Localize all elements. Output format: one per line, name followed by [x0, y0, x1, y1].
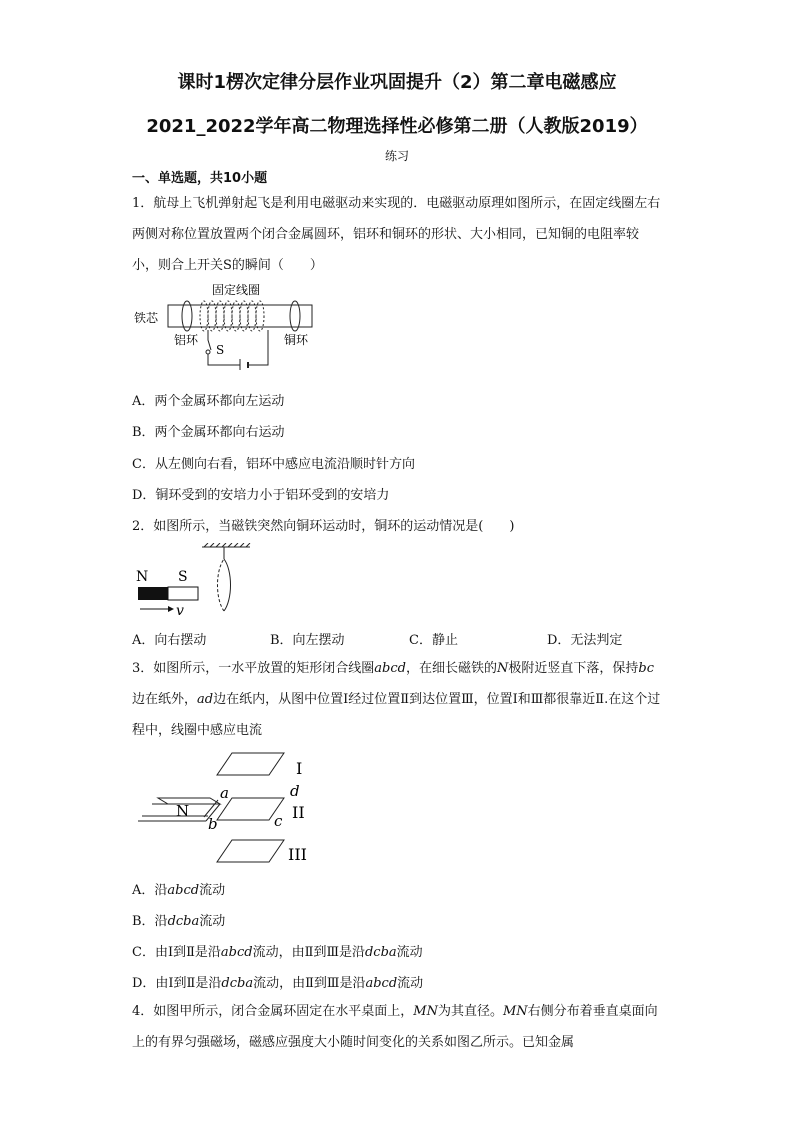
coil-position-1 [217, 753, 284, 775]
section-heading: 一、单选题，共10小题 [132, 171, 268, 186]
copper-ring-back [217, 559, 224, 611]
magnet-south-half [168, 587, 198, 600]
question-3-text: 3．如图所示，一水平放置的矩形闭合线圈abcd，在细长磁铁的N极附近竖直下落，保持bc边在纸外，ad边在纸内，从图中位置Ⅰ经过位置Ⅱ到达位置Ⅲ，位置Ⅰ和Ⅲ都很靠近Ⅱ.在这个过程中，线圈中感应电流 [132, 661, 661, 738]
q2-option-c[interactable]: C．静止 [409, 633, 458, 648]
page-title-line2: 2021_2022学年高二物理选择性必修第二册（人教版2019） [146, 116, 648, 137]
label-a: a [220, 784, 229, 802]
q3-option-d[interactable]: D．由Ⅰ到Ⅱ是沿dcba流动，由Ⅱ到Ⅲ是沿abcd流动 [132, 976, 424, 991]
question-4-text: 4．如图甲所示，闭合金属环固定在水平桌面上，MN为其直径。MN右侧分布着垂直桌面向上的有界匀强磁场，磁感应强度大小随时间变化的关系如图乙所示。已知金属 [132, 1004, 658, 1050]
q2-options-row [132, 629, 622, 648]
switch-contact [206, 350, 210, 354]
fig1-label-al: 铝环 [174, 333, 199, 347]
q2-option-a[interactable]: A．向右摆动 [132, 633, 207, 648]
q3-option-b[interactable]: B．沿dcba流动 [132, 914, 226, 929]
q3-option-a[interactable]: A．沿abcd流动 [132, 883, 226, 898]
label-position-3: III [288, 845, 307, 864]
question-1-figure [132, 280, 332, 370]
fig1-label-cu: 铜环 [284, 333, 309, 347]
question-1-text: 1．航母上飞机弹射起飞是利用电磁驱动来实现的．电磁驱动原理如图所示，在固定线圈左右两侧对称位置放置两个闭合金属圆环，铝环和铜环的形状、大小相同，已知铜的电阻率较小，则合上开关S的瞬间（ ） [132, 196, 661, 273]
label-position-2: II [292, 803, 305, 822]
label-position-1: I [296, 759, 303, 778]
velocity-arrowhead [168, 606, 174, 612]
q2-option-b[interactable]: B．向左摆动 [270, 633, 345, 648]
q2-option-d[interactable]: D．无法判定 [547, 633, 623, 648]
question-3-figure [132, 748, 332, 868]
label-d: d [290, 782, 300, 800]
question-2-figure [132, 543, 262, 623]
q1-option-d[interactable]: D．铜环受到的安培力小于铝环受到的安培力 [132, 488, 390, 503]
magnet-label-n: N [136, 569, 149, 585]
magnet-label-n: N [176, 802, 190, 820]
coil-position-3 [217, 840, 284, 862]
question-2-text: 2．如图所示，当磁铁突然向铜环运动时，铜环的运动情况是( ) [132, 519, 515, 534]
q1-option-c[interactable]: C．从左侧向右看，铝环中感应电流沿顺时针方向 [132, 457, 415, 472]
label-b: b [208, 815, 218, 833]
q1-option-a[interactable]: A．两个金属环都向左运动 [132, 394, 285, 409]
magnet-north-half [138, 587, 168, 600]
fig1-label-core: 铁芯 [134, 311, 159, 325]
ceiling-hatch [204, 543, 250, 547]
q1-option-b[interactable]: B．两个金属环都向右运动 [132, 425, 285, 440]
copper-ring-front [224, 559, 231, 611]
magnet-label-s: S [178, 569, 188, 585]
page-subtitle: 练习 [384, 149, 409, 163]
label-c: c [274, 812, 283, 830]
velocity-label: v [176, 603, 184, 619]
page-title: 课时1楞次定律分层作业巩固提升（2）第二章电磁感应 [177, 72, 617, 93]
fig1-label-switch: S [216, 343, 225, 357]
fig1-label-coil: 固定线圈 [212, 283, 261, 297]
q3-option-c[interactable]: C．由Ⅰ到Ⅱ是沿abcd流动，由Ⅱ到Ⅲ是沿dcba流动 [132, 945, 423, 960]
